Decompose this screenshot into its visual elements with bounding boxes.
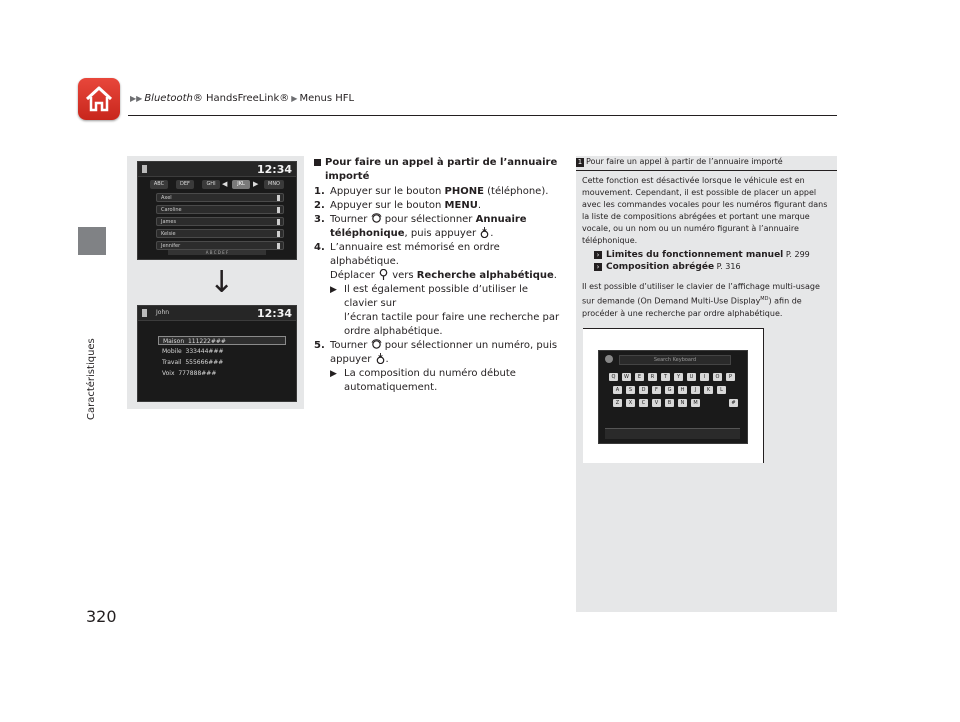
keyboard-search-field[interactable]: Search Keyboard xyxy=(619,355,731,365)
step-4-note: ▶ Il est également possible d’utiliser le clavier sur l’écran tactile pour faire une recherche par ordre alphabétique. xyxy=(330,284,560,337)
keyboard-key[interactable]: L xyxy=(717,386,726,394)
phone-icon xyxy=(142,309,147,317)
keyboard-key[interactable]: W xyxy=(622,373,631,381)
breadcrumb-arrow-icon: ▶▶ xyxy=(130,94,143,103)
contact-row[interactable]: James xyxy=(156,217,284,226)
note-paragraph: Il est possible d’utiliser le clavier de l’affichage multi-usage sur demande (On Demand Multi-Use Display$^{MD}$) afin de procéder à une recherche par ordre alphabétique. xyxy=(582,282,820,318)
screen-clock: 12:34 xyxy=(256,163,292,176)
contact-row[interactable]: Jennifer xyxy=(156,241,284,250)
number-row[interactable]: Mobile 333444### xyxy=(162,348,224,355)
keyboard-key[interactable]: F xyxy=(652,386,661,394)
home-button[interactable] xyxy=(78,78,120,120)
step-5-note: ▶ La composition du numéro débute automatiquement. xyxy=(330,368,516,393)
alpha-tab-selected[interactable]: JKL xyxy=(232,180,250,189)
note-paragraph: Cette fonction est désactivée lorsque le véhicule est en mouvement. Cependant, il est possible de placer un appel avec les commandes vocales pour les numéros figurant dans la liste de compositions abrégées et portant une marque vocale, ou un nom ou un numéro figurant à l’annuaire téléphonique. xyxy=(582,176,828,245)
note-arrow-icon: ▶ xyxy=(330,369,337,379)
keyboard-key[interactable]: Y xyxy=(674,373,683,381)
keyboard-key[interactable]: K xyxy=(704,386,713,394)
step-4: 4. L’annuaire est mémorisé en ordre alphabétique. Déplacer vers Recherche alphabétique. xyxy=(314,242,557,281)
keyboard-key[interactable]: A xyxy=(613,386,622,394)
alpha-tab[interactable]: MNO xyxy=(264,180,284,189)
note-number-icon: 1 xyxy=(577,158,583,166)
keyboard-key[interactable]: H xyxy=(678,386,687,394)
note-title: 1 Pour faire un appel à partir de l’annuaire importé xyxy=(576,156,837,171)
keyboard-key[interactable]: P xyxy=(726,373,735,381)
breadcrumb-arrow-icon: ▶ xyxy=(291,94,298,103)
alpha-tab[interactable]: GHI xyxy=(202,180,220,189)
keyboard-key[interactable]: J xyxy=(691,386,700,394)
section-heading: Pour faire un appel à partir de l’annuaire importé xyxy=(314,156,562,184)
interface-dial-icon xyxy=(371,213,382,224)
keyboard-key[interactable]: T xyxy=(661,373,670,381)
alpha-tab[interactable]: ABC xyxy=(150,180,168,189)
note-arrow-icon: ▶ xyxy=(330,285,337,295)
phonebook-screen xyxy=(137,161,297,260)
press-dial-icon xyxy=(479,227,490,238)
number-row[interactable]: Voix 777888### xyxy=(162,370,217,377)
number-row-selected[interactable]: Maison 111222### xyxy=(158,336,286,345)
xref-link[interactable]: › Limites du fonctionnement manuel P. 299 xyxy=(582,249,830,261)
keyboard-key-hash[interactable]: # xyxy=(729,399,738,407)
xref-arrow-icon: › xyxy=(594,263,602,271)
alpha-tab[interactable]: DEF xyxy=(176,180,194,189)
number-row[interactable]: Travail 555666### xyxy=(162,359,224,366)
keyboard-key[interactable]: C xyxy=(639,399,648,407)
breadcrumb xyxy=(130,93,354,104)
phone-icon xyxy=(142,165,147,173)
step-2: 2. Appuyer sur le bouton MENU. xyxy=(314,200,482,211)
contact-detail-screen xyxy=(137,305,297,402)
breadcrumb-item-suffix: ® HandsFreeLink® xyxy=(192,93,290,104)
keyboard-key[interactable]: M xyxy=(691,399,700,407)
alpha-tabs xyxy=(150,180,290,190)
xref-arrow-icon: › xyxy=(594,251,602,259)
note-body xyxy=(582,175,830,326)
section-tab[interactable] xyxy=(78,227,106,255)
tab-left-arrow-icon[interactable]: ◀ xyxy=(222,180,228,188)
keyboard-key[interactable]: R xyxy=(648,373,657,381)
step-5: 5. Tourner pour sélectionner un numéro, puis appuyer . xyxy=(314,340,558,365)
keyboard-screen xyxy=(598,350,748,444)
contact-row[interactable]: Axel xyxy=(156,193,284,202)
keyboard-key[interactable]: Q xyxy=(609,373,618,381)
section-label-wrap xyxy=(86,260,106,430)
contact-row[interactable]: Kelsie xyxy=(156,229,284,238)
press-dial-icon xyxy=(375,353,386,364)
move-dial-icon xyxy=(378,269,389,280)
alphabet-strip: A B C D E F xyxy=(168,250,266,255)
keyboard-bottom-bar xyxy=(605,428,740,439)
keyboard-key[interactable]: O xyxy=(713,373,722,381)
step-3: 3. Tourner pour sélectionner Annuaire téléphonique, puis appuyer . xyxy=(314,214,527,239)
instructions xyxy=(314,156,562,395)
keyboard-key[interactable]: D xyxy=(639,386,648,394)
screen-clock: 12:34 xyxy=(256,307,292,320)
keyboard-status-icon xyxy=(605,355,613,363)
home-icon xyxy=(83,83,115,115)
keyboard-key[interactable]: S xyxy=(626,386,635,394)
keyboard-key[interactable]: G xyxy=(665,386,674,394)
breadcrumb-item-bluetooth[interactable]: Bluetooth xyxy=(144,93,193,104)
keyboard-key[interactable]: N xyxy=(678,399,687,407)
header-rule xyxy=(128,115,837,116)
interface-dial-icon xyxy=(371,339,382,350)
xref-link[interactable]: › Composition abrégée P. 316 xyxy=(582,261,830,273)
screen-status-bar xyxy=(138,306,296,321)
keyboard-key[interactable]: E xyxy=(635,373,644,381)
section-label: Caractéristiques xyxy=(86,338,97,420)
tab-right-arrow-icon[interactable]: ▶ xyxy=(253,180,259,188)
keyboard-key[interactable]: U xyxy=(687,373,696,381)
contact-row[interactable]: Caroline xyxy=(156,205,284,214)
keyboard-key[interactable]: I xyxy=(700,373,709,381)
keyboard-key[interactable]: V xyxy=(652,399,661,407)
keyboard-key[interactable]: Z xyxy=(613,399,622,407)
breadcrumb-item-menus[interactable]: Menus HFL xyxy=(299,93,355,104)
page-number: 320 xyxy=(86,607,117,626)
heading-square-icon xyxy=(314,159,321,166)
keyboard-key[interactable]: B xyxy=(665,399,674,407)
contact-name: John xyxy=(156,309,170,316)
keyboard-key[interactable]: X xyxy=(626,399,635,407)
step-1: 1. Appuyer sur le bouton PHONE (téléphone). xyxy=(314,186,549,197)
down-arrow-icon: ↓ xyxy=(209,265,235,300)
screen-status-bar xyxy=(138,162,296,177)
